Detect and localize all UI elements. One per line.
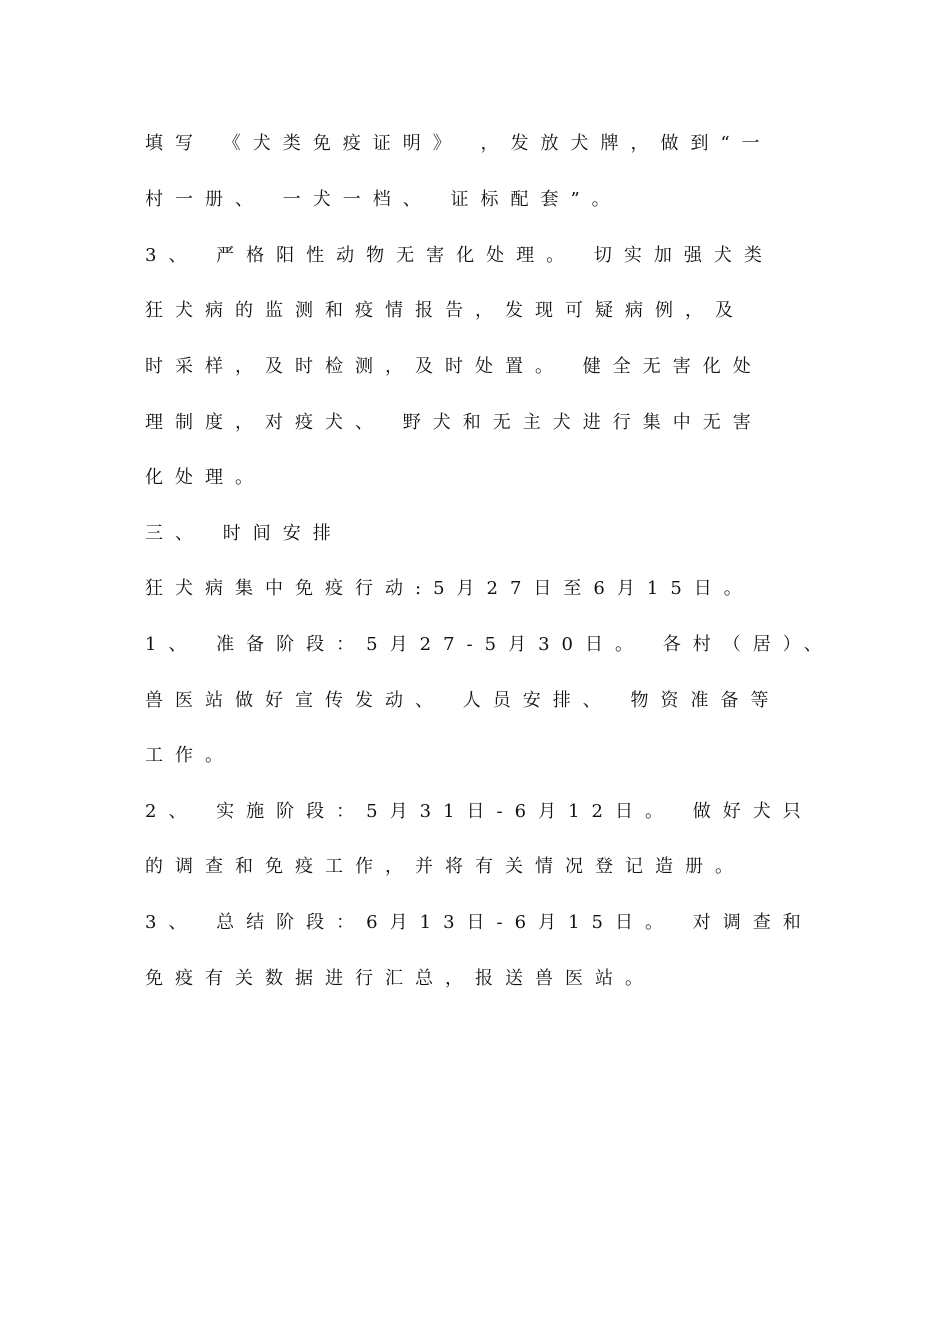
text-line-9: 狂犬病集中免疫行动:5月27日至6月15日。: [145, 578, 754, 599]
text-line-1: 填写 《犬类免疫证明》 ，发放犬牌，做到“一: [145, 133, 772, 154]
text-line-16: 免疫有关数据进行汇总，报送兽医站。: [145, 968, 655, 989]
text-line-4: 狂犬病的监测和疫情报告，发现可疑病例，及: [145, 300, 745, 321]
text-line-13: 2、 实施阶段：5月31日-6月12日。 做好犬只: [145, 801, 813, 822]
text-line-3: 3、 严格阳性动物无害化处理。 切实加强犬类: [145, 245, 774, 266]
text-line-7: 化处理。: [145, 467, 265, 488]
text-line-2: 村一册、 一犬一档、 证标配套”。: [145, 189, 622, 210]
text-line-5: 时采样，及时检测，及时处置。 健全无害化处: [145, 356, 763, 377]
text-line-15: 3、 总结阶段：6月13日-6月15日。 对调查和: [145, 912, 813, 933]
text-line-10: 1、 准备阶段：5月27-5月30日。 各村（居）、: [145, 634, 834, 655]
text-line-12: 工作。: [145, 745, 235, 766]
section-heading: 三、 时间安排: [145, 523, 343, 544]
text-line-6: 理制度，对疫犬、 野犬和无主犬进行集中无害: [145, 412, 763, 433]
text-line-11: 兽医站做好宣传发动、 人员安排、 物资准备等: [145, 690, 781, 711]
text-line-14: 的调查和免疫工作，并将有关情况登记造册。: [145, 856, 745, 877]
